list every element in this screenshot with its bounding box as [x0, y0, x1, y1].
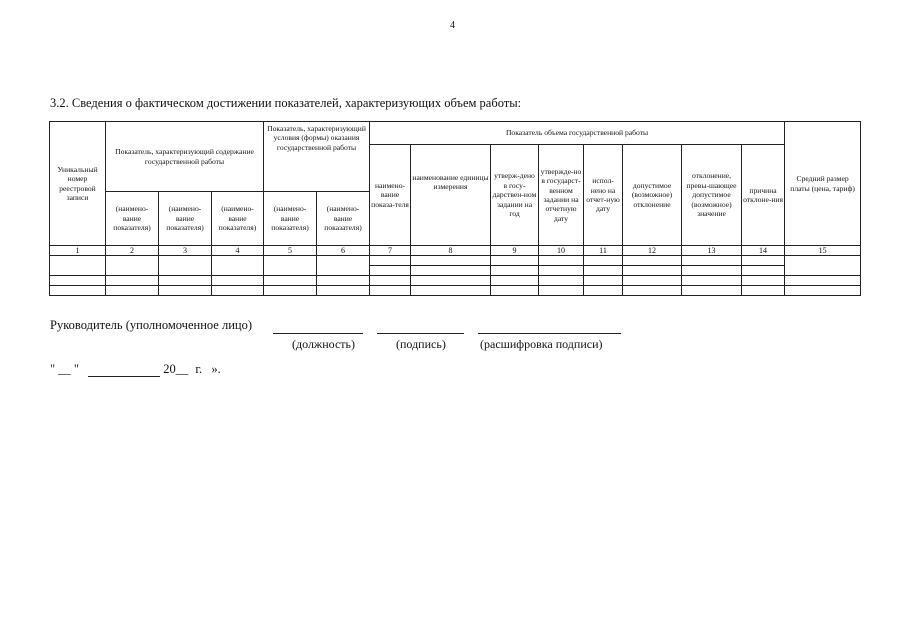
header-col8: наименование единицы измерения — [411, 145, 491, 246]
decode-caption: (расшифровка подписи) — [480, 337, 603, 351]
col-number: 15 — [785, 246, 861, 256]
signature-caption: (подпись) — [396, 337, 446, 351]
col-number: 6 — [317, 246, 370, 256]
table-row — [50, 286, 861, 296]
close-quote: " — [73, 362, 79, 376]
col-number: 12 — [623, 246, 682, 256]
header-content-indicator: Показатель, характеризующий содержание государственной работы — [106, 122, 264, 192]
col-number: 14 — [742, 246, 785, 256]
day-blank: __ — [58, 362, 71, 376]
header-unique-record: Уникальный номер реестровой записи — [50, 122, 106, 246]
col-number: 13 — [682, 246, 742, 256]
header-col4: (наимено-вание показателя) — [212, 192, 264, 246]
col-number: 9 — [491, 246, 539, 256]
month-blank — [88, 364, 160, 377]
col-number: 4 — [212, 246, 264, 256]
header-col9: утверж-дено в госу-дарствен-ном задании на год — [491, 145, 539, 246]
year-blank: __ — [175, 362, 189, 376]
decode-line — [478, 333, 621, 334]
col-number: 5 — [264, 246, 317, 256]
header-col2: (наимено-вание показателя) — [106, 192, 159, 246]
position-caption: (должность) — [292, 337, 355, 351]
header-col11: испол-нено на отчет-ную дату — [584, 145, 623, 246]
header-col10: утвержде-но в государст-венном задании на отчетную дату — [539, 145, 584, 246]
closing-mark: ». — [211, 362, 221, 376]
col-number: 8 — [411, 246, 491, 256]
col-number: 10 — [539, 246, 584, 256]
col-number: 11 — [584, 246, 623, 256]
header-conditions-indicator: Показатель, характеризующий условия (формы) оказания государственной работы — [264, 122, 370, 192]
header-average-fee: Средний размер платы (цена, тариф) — [785, 122, 861, 246]
header-col6: (наимено-вание показателя) — [317, 192, 370, 246]
header-col12: допустимое (возможное) отклонение — [623, 145, 682, 246]
col-number: 1 — [50, 246, 106, 256]
header-col5: (наимено-вание показателя) — [264, 192, 317, 246]
signature-label: Руководитель (уполномоченное лицо) — [50, 318, 253, 332]
position-line — [273, 333, 363, 334]
section-title: 3.2. Сведения о фактическом достижении показателей, характеризующих объем работы: — [50, 96, 522, 110]
table-row — [50, 256, 861, 266]
year-prefix: 20 — [163, 362, 176, 376]
col-number: 2 — [106, 246, 159, 256]
table-row — [50, 276, 861, 286]
col-number: 7 — [370, 246, 411, 256]
year-suffix: г. — [195, 362, 203, 376]
header-col14: причина отклоне-ния — [742, 145, 785, 246]
col-number: 3 — [159, 246, 212, 256]
date-line — [50, 362, 221, 377]
header-col13: отклонение, превы-шающее допустимое (возможное) значение — [682, 145, 742, 246]
report-table — [49, 121, 861, 296]
header-volume-indicator: Показатель объема государственной работы — [370, 122, 785, 145]
column-numbers-row — [50, 246, 861, 256]
open-quote: " — [50, 362, 56, 376]
signature-line — [377, 333, 464, 334]
header-col7: наимено-вание показа-теля — [370, 145, 411, 246]
page-number: 4 — [450, 20, 455, 31]
header-col3: (наимено-вание показателя) — [159, 192, 212, 246]
